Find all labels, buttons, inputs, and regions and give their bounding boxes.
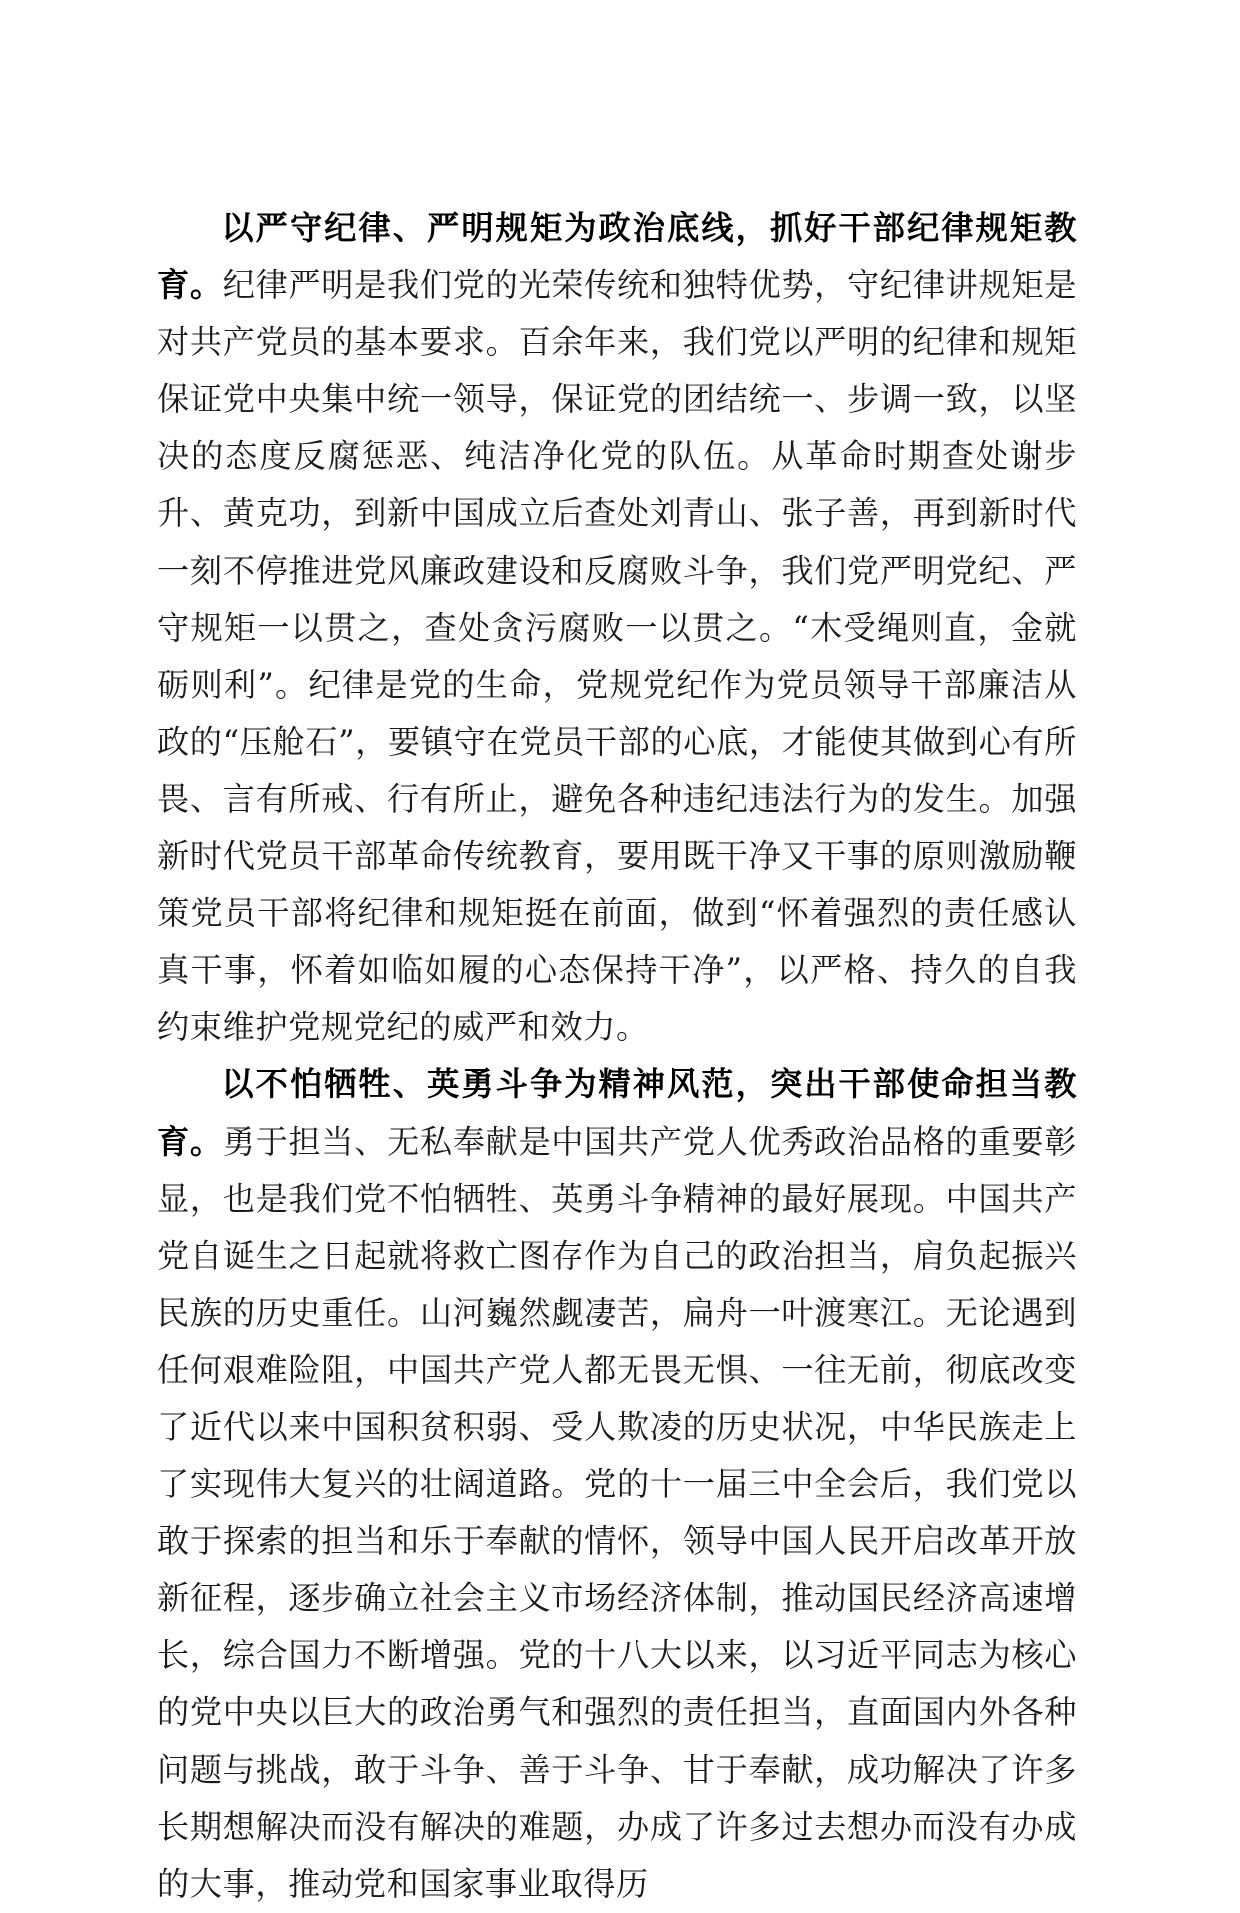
paragraph-heading: 以严守纪律、严明规矩为政治底线，抓好干部纪律规矩教育。 — [157, 209, 1077, 305]
paragraph-text: 纪律严明是我们党的光荣传统和独特优势，守纪律讲规矩是对共产党员的基本要求。百余年来，我们党以严明的纪律和规矩保证党中央集中统一领导，保证党的团结统一、步调一致，以坚决的态度反腐惩恶、纯洁净化党的队伍。从革命时期查处谢步升、黄克功，到新中国成立后查处刘青山、张子善，再到新时代一刻不停推进党风廉政建设和反腐败斗争，我们党严明党纪、严守规矩一以贯之，查处贪污腐败一以贯之。“木受绳则直，金就砺则利”。纪律是党的生命，党规党纪作为党员领导干部廉洁从政的“压舱石”，要镇守在党员干部的心底，才能使其做到心有所畏、言有所戒、行有所止，避免各种违纪违法行为的发生。加强新时代党员干部革命传统教育，要用既干净又干事的原则激励鞭策党员干部将纪律和规矩挺在前面，做到“怀着强烈的责任感认真干事，怀着如临如履的心态保持干净”，以严格、持久的自我约束维护党规党纪的威严和效力。 — [157, 266, 1077, 1047]
paragraph-mission-education — [157, 1056, 1077, 1912]
document-body — [157, 200, 1077, 1913]
paragraph-discipline-education — [157, 200, 1077, 1056]
paragraph-heading: 以不怕牺牲、英勇斗争为精神风范，突出干部使命担当教育。 — [157, 1065, 1077, 1161]
paragraph-text: 勇于担当、无私奉献是中国共产党人优秀政治品格的重要彰显，也是我们党不怕牺牲、英勇斗争精神的最好展现。中国共产党自诞生之日起就将救亡图存作为自己的政治担当，肩负起振兴民族的历史重任。山河巍然觑凄苦，扁舟一叶渡寒江。无论遇到任何艰难险阻，中国共产党人都无畏无惧、一往无前，彻底改变了近代以来中国积贫积弱、受人欺凌的历史状况，中华民族走上了实现伟大复兴的壮阔道路。党的十一届三中全会后，我们党以敢于探索的担当和乐于奉献的情怀，领导中国人民开启改革开放新征程，逐步确立社会主义市场经济体制，推动国民经济高速增长，综合国力不断增强。党的十八大以来，以习近平同志为核心的党中央以巨大的政治勇气和强烈的责任担当，直面国内外各种问题与挑战，敢于斗争、善于斗争、甘于奉献，成功解决了许多长期想解决而没有解决的难题，办成了许多过去想办而没有办成的大事，推动党和国家事业取得历 — [157, 1122, 1077, 1903]
